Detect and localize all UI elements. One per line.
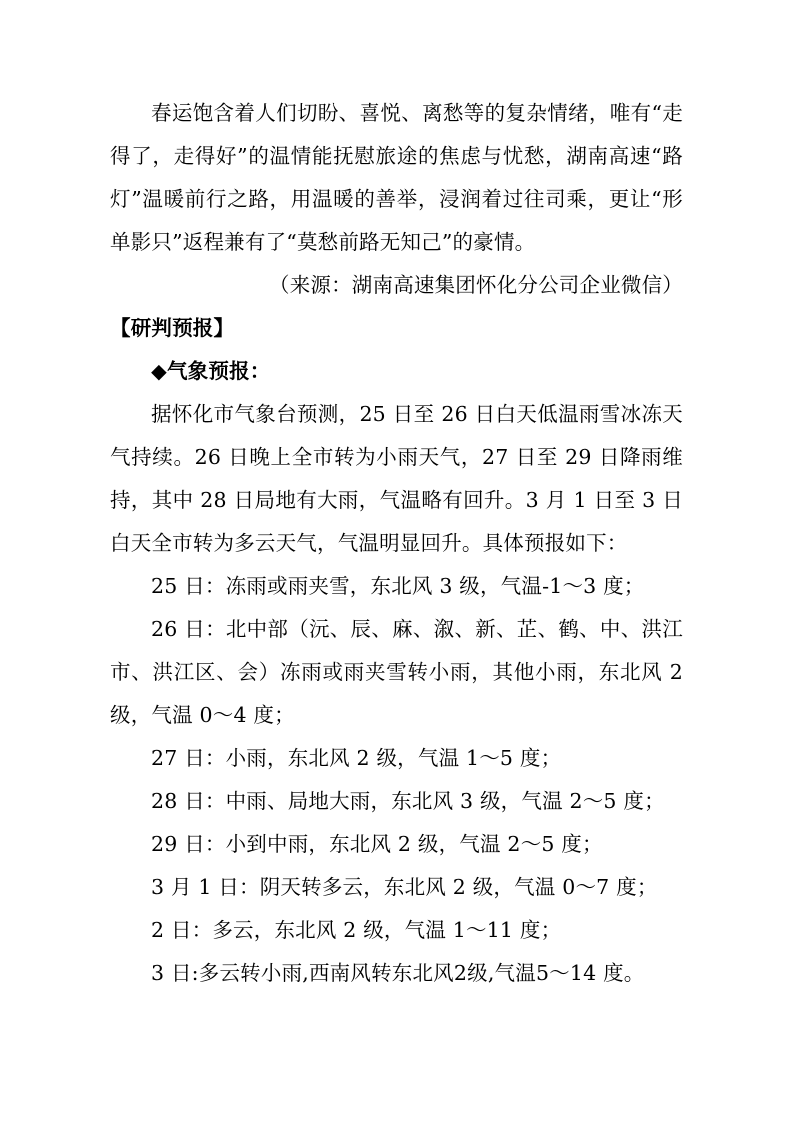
forecast-item: 27 日：小雨，东北风 2 级，气温 1～5 度； [151,746,562,770]
forecast-item: 26 日：北中部（沅、辰、麻、溆、新、芷、鹤、中、洪江市、洪江区、会）冻雨或雨夹雪转小雨，其他小雨，东北风 2 级，气温 0～4 度； [110,617,683,727]
forecast-item: 3 日:多云转小雨,西南风转东北风2级,气温5～14 度。 [151,961,645,985]
document-body [110,92,683,995]
section-heading: 【研判预报】 [110,316,235,340]
forecast-item: 3 月 1 日：阴天转多云，东北风 2 级，气温 0～7 度； [151,875,658,899]
forecast-item: 29 日：小到中雨，东北风 2 级，气温 2～5 度； [151,832,603,856]
forecast-item: 28 日：中雨、局地大雨，东北风 3 级，气温 2～5 度； [151,789,665,813]
sub-heading-weather-forecast: ◆气象预报： [151,359,271,383]
paragraph-chunyun: 春运饱含着人们切盼、喜悦、离愁等的复杂情绪，唯有“走得了，走得好”的温情能抚慰旅途的焦虑与忧愁，湖南高速“路灯”温暖前行之路，用温暖的善举，浸润着过往司乘，更让“形单影只”返程兼有了“莫愁前路无知己”的豪情。 [110,101,683,254]
forecast-intro: 据怀化市气象台预测，25 日至 26 日白天低温雨雪冰冻天气持续。26 日晚上全市转为小雨天气，27 日至 29 日降雨维持，其中 28 日局地有大雨，气温略有回升。3 月 1 日至 3 日白天全市转为多云天气，气温明显回升。具体预报如下： [110,402,683,555]
forecast-item: 25 日：冻雨或雨夹雪，东北风 3 级，气温-1～3 度； [151,574,645,598]
paragraph-source: （来源：湖南高速集团怀化分公司企业微信） [269,273,683,297]
forecast-item: 2 日：多云，东北风 2 级，气温 1～11 度； [151,918,562,942]
